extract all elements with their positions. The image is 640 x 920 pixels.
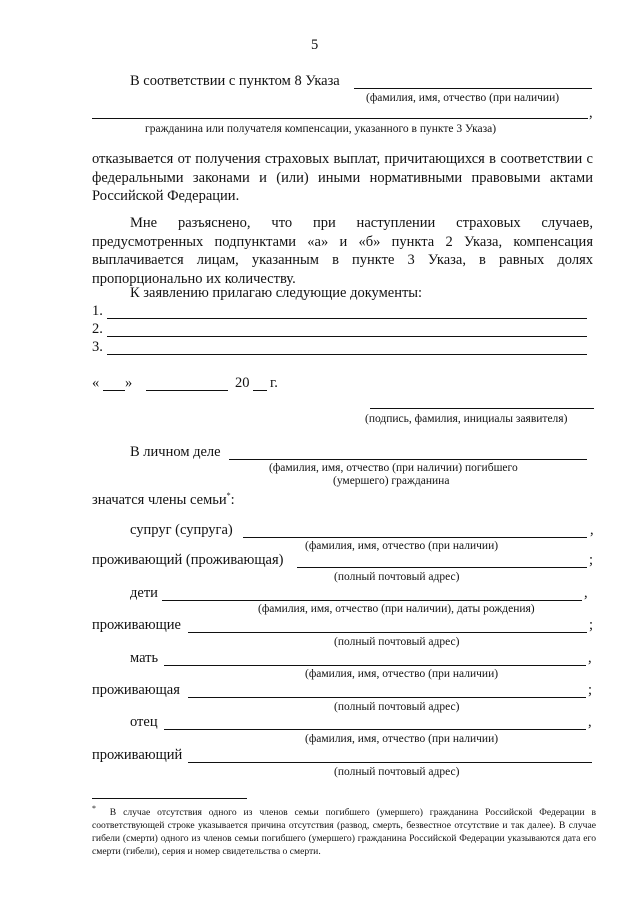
date-quote-close: » <box>125 375 133 391</box>
date-year-suffix: г. <box>270 375 278 391</box>
date-day-line[interactable] <box>103 390 125 391</box>
mother-residing-label: проживающая <box>92 682 180 698</box>
children-caption: (фамилия, имя, отчество (при наличии), даты рождения) <box>258 603 535 615</box>
document-item-number: 1. <box>92 303 103 319</box>
semicolon: ; <box>589 552 594 568</box>
address-caption: (полный почтовый адрес) <box>334 636 460 648</box>
personal-file-line[interactable] <box>229 459 587 460</box>
document-item-number: 3. <box>92 339 103 355</box>
paragraph-explained: Мне разъяснено, что при наступлении страховых случаев, предусмотренных подпунктами «а» и «б» пункта 2 Указа, компенсация выплачивается лицам, указанным в пункте 3 Указа, в равных долях пропорционально их количеству. <box>92 215 593 287</box>
comma: , <box>588 714 592 730</box>
footnote-text: * В случае отсутствия одного из членов семьи погибшего (умершего) гражданина Российской Федерации в соответствующей строке указывается причина отсутствия (развод, смерть, безвестное отсутствие и так далее). В случае гибели (смерти) одного из членов семьи погибшего (умершего) гражданина Российской Федерации указываются дата его смерти (гибели), серия и номер свидетельства о смерти. <box>92 803 597 857</box>
page-number: 5 <box>311 37 319 53</box>
semicolon: ; <box>589 617 594 633</box>
father-label: отец <box>130 714 158 730</box>
father-address-line[interactable] <box>188 762 592 763</box>
signature-caption: (подпись, фамилия, инициалы заявителя) <box>365 413 568 425</box>
footnote-mark: * <box>226 491 231 501</box>
document-line-1[interactable] <box>107 318 587 319</box>
footnote-mark: * <box>92 803 96 813</box>
signature-line[interactable] <box>370 408 594 409</box>
decree-fill-line[interactable] <box>354 88 592 89</box>
spouse-residing-label: проживающий (проживающая) <box>92 552 284 568</box>
personal-file-caption-1: (фамилия, имя, отчество (при наличии) погибшего <box>269 462 518 474</box>
spouse-address-line[interactable] <box>297 567 587 568</box>
children-label: дети <box>130 585 158 601</box>
mother-caption: (фамилия, имя, отчество (при наличии) <box>305 668 499 680</box>
footnote-separator <box>92 798 247 799</box>
semicolon: ; <box>588 682 593 698</box>
document-item-number: 2. <box>92 321 103 337</box>
children-address-line[interactable] <box>188 632 587 633</box>
mother-label: мать <box>130 650 159 666</box>
personal-file-label: В личном деле <box>130 444 221 460</box>
citizen-fill-line[interactable] <box>92 118 588 119</box>
children-residing-label: проживающие <box>92 617 181 633</box>
spouse-line[interactable] <box>243 537 587 538</box>
spouse-label: супруг (супруга) <box>130 522 233 538</box>
document-line-3[interactable] <box>107 354 587 355</box>
children-line[interactable] <box>162 600 582 601</box>
father-line[interactable] <box>164 729 586 730</box>
family-heading: значатся члены семьи*: <box>92 491 235 508</box>
caption-fio: (фамилия, имя, отчество (при наличии) <box>366 92 560 104</box>
intro-text: В соответствии с пунктом 8 Указа <box>130 73 340 89</box>
date-year-line[interactable] <box>253 390 267 391</box>
address-caption: (полный почтовый адрес) <box>334 701 460 713</box>
personal-file-caption-2: (умершего) гражданина <box>333 475 450 487</box>
documents-heading: К заявлению прилагаю следующие документы: <box>130 285 423 301</box>
father-caption: (фамилия, имя, отчество (при наличии) <box>305 733 499 745</box>
address-caption: (полный почтовый адрес) <box>334 766 460 778</box>
paragraph-refuses: отказывается от получения страховых выплат, причитающихся в соответствии с федеральными законами и (или) иными нормативными правовыми актами Российской Федерации. <box>92 151 593 204</box>
father-residing-label: проживающий <box>92 747 183 763</box>
comma: , <box>590 522 594 538</box>
comma: , <box>588 650 592 666</box>
date-year-prefix: 20 <box>235 375 250 391</box>
comma: , <box>589 105 593 121</box>
address-caption: (полный почтовый адрес) <box>334 571 460 583</box>
date-quote-open: « <box>92 375 100 391</box>
comma: , <box>584 585 588 601</box>
date-month-line[interactable] <box>146 390 228 391</box>
caption-citizen: гражданина или получателя компенсации, указанного в пункте 3 Указа) <box>145 123 497 135</box>
mother-address-line[interactable] <box>188 697 586 698</box>
spouse-caption: (фамилия, имя, отчество (при наличии) <box>305 540 499 552</box>
document-line-2[interactable] <box>107 336 587 337</box>
mother-line[interactable] <box>164 665 586 666</box>
